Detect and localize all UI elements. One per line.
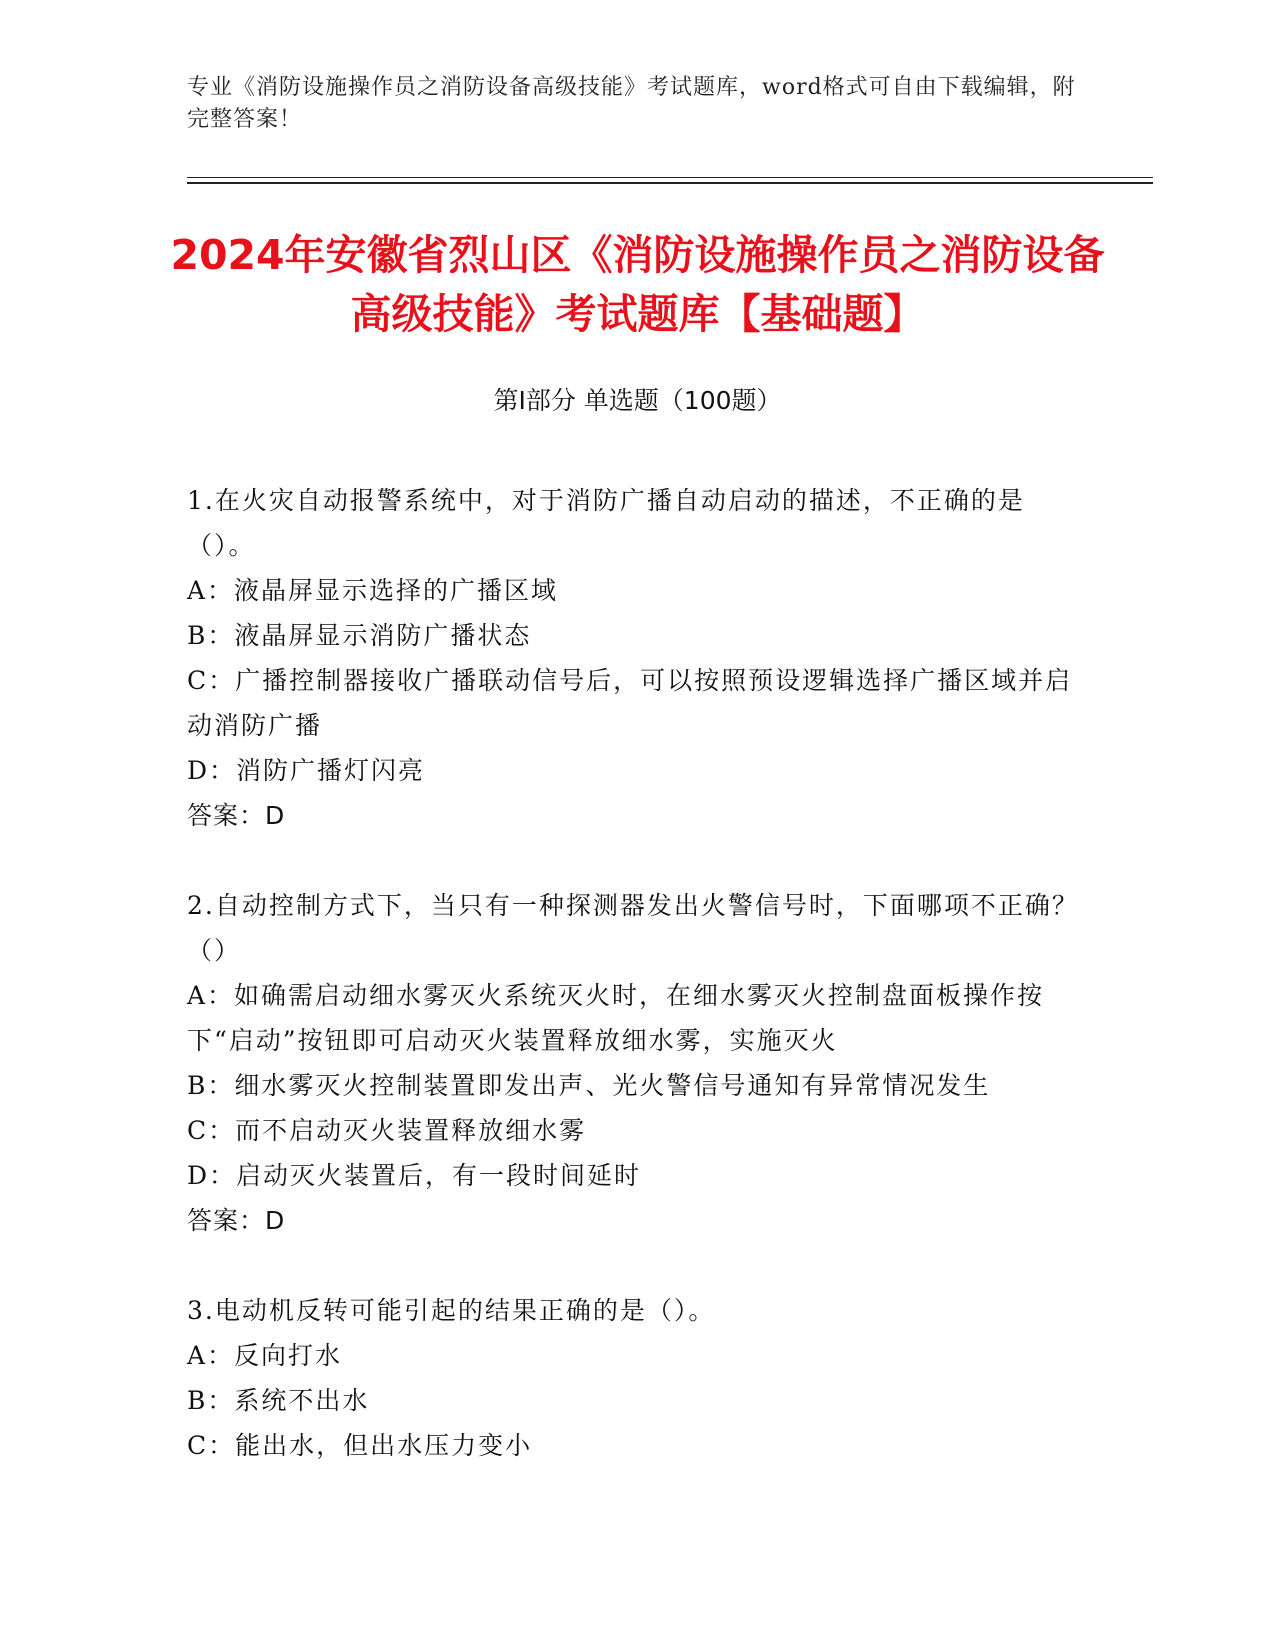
option-a: A：如确需启动细水雾灭火系统灭火时，在细水雾灭火控制盘面板操作按下“启动”按钮即可启动灭火装置释放细水雾，实施灭火: [187, 981, 1045, 1055]
question-stem: 2.自动控制方式下，当只有一种探测器发出火警信号时，下面哪项不正确？（）: [187, 891, 1079, 965]
option-c: C：而不启动灭火装置释放细水雾: [187, 1116, 587, 1145]
question-stem: 1.在火灾自动报警系统中，对于消防广播自动启动的描述，不正确的是（）。: [187, 486, 1025, 560]
option-d: D：启动灭火装置后，有一段时间延时: [187, 1161, 642, 1190]
option-b: B：细水雾灭火控制装置即发出声、光火警信号通知有异常情况发生: [187, 1071, 991, 1100]
question-stem: 3.电动机反转可能引起的结果正确的是（）。: [187, 1296, 716, 1325]
option-b: B：系统不出水: [187, 1386, 370, 1415]
question-list: [187, 478, 1087, 1513]
header-note: 专业《消防设施操作员之消防设备高级技能》考试题库，word格式可自由下载编辑，附完整答案！: [187, 75, 1076, 132]
question-1: [187, 478, 1087, 838]
answer: 答案：D: [187, 801, 286, 830]
option-c: C：广播控制器接收广播联动信号后，可以按照预设逻辑选择广播区域并启动消防广播: [187, 666, 1073, 740]
option-b: B：液晶屏显示消防广播状态: [187, 621, 532, 650]
question-2: [187, 883, 1087, 1243]
option-a: A：反向打水: [187, 1341, 343, 1370]
option-c: C：能出水，但出水压力变小: [187, 1431, 533, 1460]
section-heading: 第I部分 单选题（100题）: [493, 386, 782, 415]
option-a: A：液晶屏显示选择的广播区域: [187, 576, 559, 605]
document-title: 2024年安徽省烈山区《消防设施操作员之消防设备高级技能》考试题库【基础题】: [170, 231, 1105, 338]
option-d: D：消防广播灯闪亮: [187, 756, 426, 785]
header-divider-thick: [187, 182, 1153, 184]
question-3: [187, 1288, 1087, 1468]
answer: 答案：D: [187, 1206, 286, 1235]
header-divider-thin: [187, 177, 1153, 178]
